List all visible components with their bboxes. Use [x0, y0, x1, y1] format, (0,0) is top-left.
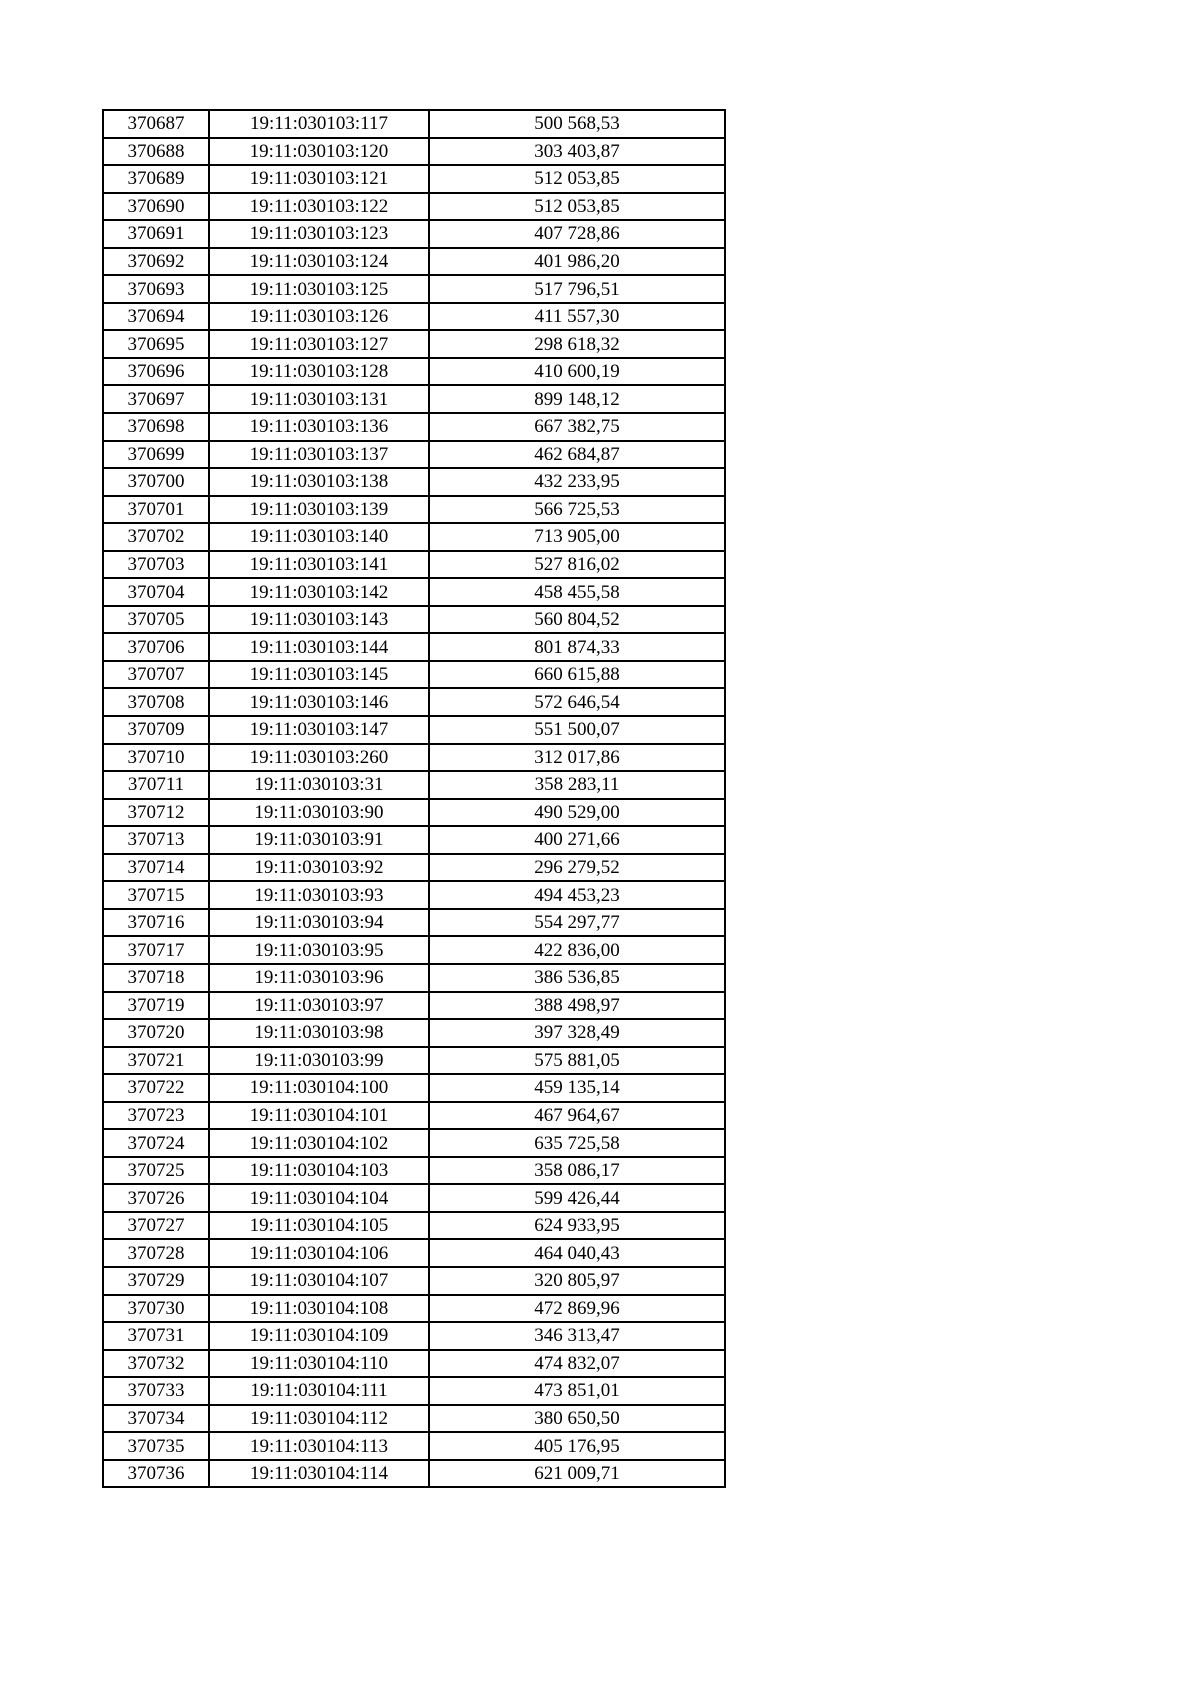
table-row [103, 661, 725, 689]
value-cell: 713 905,00 [429, 523, 725, 551]
cadastral-number-cell: 19:11:030103:95 [209, 936, 429, 964]
value-cell: 386 536,85 [429, 964, 725, 992]
cadastral-number-cell: 19:11:030104:104 [209, 1184, 429, 1212]
value-cell: 358 283,11 [429, 771, 725, 799]
value-cell: 458 455,58 [429, 578, 725, 606]
table-row [103, 688, 725, 716]
value-cell: 401 986,20 [429, 248, 725, 276]
row-number-cell: 370723 [103, 1102, 209, 1130]
cadastral-number-cell: 19:11:030103:99 [209, 1047, 429, 1075]
table-row [103, 138, 725, 166]
table-row [103, 771, 725, 799]
value-cell: 512 053,85 [429, 165, 725, 193]
table-row [103, 165, 725, 193]
value-cell: 899 148,12 [429, 385, 725, 413]
row-number-cell: 370702 [103, 523, 209, 551]
row-number-cell: 370695 [103, 330, 209, 358]
cadastral-number-cell: 19:11:030103:141 [209, 551, 429, 579]
table-row [103, 1157, 725, 1185]
cadastral-number-cell: 19:11:030103:146 [209, 688, 429, 716]
cadastral-number-cell: 19:11:030104:109 [209, 1322, 429, 1350]
table-row [103, 275, 725, 303]
table-row [103, 992, 725, 1020]
row-number-cell: 370716 [103, 909, 209, 937]
value-cell: 462 684,87 [429, 441, 725, 469]
value-cell: 566 725,53 [429, 496, 725, 524]
table-row [103, 606, 725, 634]
table-row [103, 385, 725, 413]
table-row [103, 1267, 725, 1295]
cadastral-number-cell: 19:11:030103:93 [209, 881, 429, 909]
row-number-cell: 370696 [103, 358, 209, 386]
table-row [103, 1460, 725, 1488]
table-row [103, 303, 725, 331]
cadastral-number-cell: 19:11:030104:114 [209, 1460, 429, 1488]
table-row [103, 799, 725, 827]
row-number-cell: 370690 [103, 193, 209, 221]
row-number-cell: 370705 [103, 606, 209, 634]
value-cell: 667 382,75 [429, 413, 725, 441]
row-number-cell: 370736 [103, 1460, 209, 1488]
value-cell: 410 600,19 [429, 358, 725, 386]
cadastral-number-cell: 19:11:030104:113 [209, 1432, 429, 1460]
table-row [103, 578, 725, 606]
value-cell: 303 403,87 [429, 138, 725, 166]
row-number-cell: 370706 [103, 633, 209, 661]
cadastral-number-cell: 19:11:030103:91 [209, 826, 429, 854]
table-row [103, 523, 725, 551]
value-cell: 572 646,54 [429, 688, 725, 716]
value-cell: 459 135,14 [429, 1074, 725, 1102]
cadastral-number-cell: 19:11:030104:110 [209, 1350, 429, 1378]
value-cell: 624 933,95 [429, 1212, 725, 1240]
cadastral-number-cell: 19:11:030104:105 [209, 1212, 429, 1240]
table-row [103, 1377, 725, 1405]
table-row [103, 1074, 725, 1102]
value-cell: 494 453,23 [429, 881, 725, 909]
cadastral-number-cell: 19:11:030103:124 [209, 248, 429, 276]
cadastral-number-cell: 19:11:030104:107 [209, 1267, 429, 1295]
cadastral-number-cell: 19:11:030103:121 [209, 165, 429, 193]
row-number-cell: 370693 [103, 275, 209, 303]
row-number-cell: 370728 [103, 1239, 209, 1267]
row-number-cell: 370710 [103, 744, 209, 772]
row-number-cell: 370708 [103, 688, 209, 716]
row-number-cell: 370725 [103, 1157, 209, 1185]
table-row [103, 744, 725, 772]
row-number-cell: 370687 [103, 110, 209, 138]
value-cell: 411 557,30 [429, 303, 725, 331]
value-cell: 490 529,00 [429, 799, 725, 827]
row-number-cell: 370700 [103, 468, 209, 496]
row-number-cell: 370713 [103, 826, 209, 854]
row-number-cell: 370707 [103, 661, 209, 689]
value-cell: 320 805,97 [429, 1267, 725, 1295]
row-number-cell: 370697 [103, 385, 209, 413]
row-number-cell: 370733 [103, 1377, 209, 1405]
row-number-cell: 370709 [103, 716, 209, 744]
cadastral-number-cell: 19:11:030103:126 [209, 303, 429, 331]
table-row [103, 248, 725, 276]
cadastral-number-cell: 19:11:030103:139 [209, 496, 429, 524]
value-cell: 554 297,77 [429, 909, 725, 937]
row-number-cell: 370718 [103, 964, 209, 992]
value-cell: 388 498,97 [429, 992, 725, 1020]
cadastral-number-cell: 19:11:030103:136 [209, 413, 429, 441]
row-number-cell: 370726 [103, 1184, 209, 1212]
value-cell: 560 804,52 [429, 606, 725, 634]
cadastral-number-cell: 19:11:030103:143 [209, 606, 429, 634]
row-number-cell: 370711 [103, 771, 209, 799]
row-number-cell: 370694 [103, 303, 209, 331]
value-cell: 801 874,33 [429, 633, 725, 661]
row-number-cell: 370732 [103, 1350, 209, 1378]
value-cell: 397 328,49 [429, 1019, 725, 1047]
cadastral-number-cell: 19:11:030104:102 [209, 1129, 429, 1157]
row-number-cell: 370701 [103, 496, 209, 524]
row-number-cell: 370734 [103, 1405, 209, 1433]
table-row [103, 964, 725, 992]
cadastral-number-cell: 19:11:030103:137 [209, 441, 429, 469]
table-row [103, 1184, 725, 1212]
cadastral-number-cell: 19:11:030103:128 [209, 358, 429, 386]
table-row [103, 468, 725, 496]
table-row [103, 1239, 725, 1267]
cadastral-number-cell: 19:11:030104:111 [209, 1377, 429, 1405]
value-cell: 472 869,96 [429, 1295, 725, 1323]
cadastral-number-cell: 19:11:030103:142 [209, 578, 429, 606]
row-number-cell: 370703 [103, 551, 209, 579]
row-number-cell: 370729 [103, 1267, 209, 1295]
cadastral-number-cell: 19:11:030103:144 [209, 633, 429, 661]
value-cell: 464 040,43 [429, 1239, 725, 1267]
table-row [103, 551, 725, 579]
cadastral-number-cell: 19:11:030103:90 [209, 799, 429, 827]
value-cell: 660 615,88 [429, 661, 725, 689]
table-row [103, 909, 725, 937]
row-number-cell: 370691 [103, 220, 209, 248]
cadastral-number-cell: 19:11:030103:260 [209, 744, 429, 772]
row-number-cell: 370698 [103, 413, 209, 441]
table-row [103, 1102, 725, 1130]
table-row [103, 1212, 725, 1240]
value-cell: 400 271,66 [429, 826, 725, 854]
row-number-cell: 370722 [103, 1074, 209, 1102]
table-row [103, 220, 725, 248]
value-cell: 432 233,95 [429, 468, 725, 496]
value-cell: 599 426,44 [429, 1184, 725, 1212]
cadastral-number-cell: 19:11:030103:117 [209, 110, 429, 138]
row-number-cell: 370721 [103, 1047, 209, 1075]
cadastral-number-cell: 19:11:030104:108 [209, 1295, 429, 1323]
table-row [103, 330, 725, 358]
table-row [103, 110, 725, 138]
row-number-cell: 370699 [103, 441, 209, 469]
value-cell: 473 851,01 [429, 1377, 725, 1405]
cadastral-number-cell: 19:11:030103:127 [209, 330, 429, 358]
value-cell: 575 881,05 [429, 1047, 725, 1075]
value-cell: 474 832,07 [429, 1350, 725, 1378]
table-row [103, 1129, 725, 1157]
table-row [103, 1405, 725, 1433]
value-cell: 298 618,32 [429, 330, 725, 358]
cadastral-number-cell: 19:11:030103:96 [209, 964, 429, 992]
value-cell: 551 500,07 [429, 716, 725, 744]
row-number-cell: 370712 [103, 799, 209, 827]
value-cell: 512 053,85 [429, 193, 725, 221]
row-number-cell: 370714 [103, 854, 209, 882]
table-row [103, 441, 725, 469]
row-number-cell: 370688 [103, 138, 209, 166]
row-number-cell: 370730 [103, 1295, 209, 1323]
cadastral-number-cell: 19:11:030103:120 [209, 138, 429, 166]
table-row [103, 716, 725, 744]
value-cell: 500 568,53 [429, 110, 725, 138]
row-number-cell: 370719 [103, 992, 209, 1020]
cadastral-number-cell: 19:11:030104:106 [209, 1239, 429, 1267]
value-cell: 635 725,58 [429, 1129, 725, 1157]
table-body [103, 110, 725, 1487]
row-number-cell: 370720 [103, 1019, 209, 1047]
cadastral-number-cell: 19:11:030103:98 [209, 1019, 429, 1047]
table-row [103, 854, 725, 882]
table-row [103, 1322, 725, 1350]
row-number-cell: 370704 [103, 578, 209, 606]
cadastral-number-cell: 19:11:030103:92 [209, 854, 429, 882]
cadastral-number-cell: 19:11:030103:147 [209, 716, 429, 744]
cadastral-number-cell: 19:11:030103:31 [209, 771, 429, 799]
cadastral-number-cell: 19:11:030103:125 [209, 275, 429, 303]
value-cell: 312 017,86 [429, 744, 725, 772]
cadastral-number-cell: 19:11:030103:97 [209, 992, 429, 1020]
table-row [103, 358, 725, 386]
table-row [103, 826, 725, 854]
row-number-cell: 370731 [103, 1322, 209, 1350]
table-row [103, 881, 725, 909]
value-cell: 407 728,86 [429, 220, 725, 248]
value-cell: 527 816,02 [429, 551, 725, 579]
table-row [103, 633, 725, 661]
table-row [103, 193, 725, 221]
row-number-cell: 370715 [103, 881, 209, 909]
value-cell: 517 796,51 [429, 275, 725, 303]
table-row [103, 1432, 725, 1460]
table-row [103, 496, 725, 524]
row-number-cell: 370717 [103, 936, 209, 964]
value-cell: 405 176,95 [429, 1432, 725, 1460]
row-number-cell: 370724 [103, 1129, 209, 1157]
value-cell: 621 009,71 [429, 1460, 725, 1488]
table-row [103, 1047, 725, 1075]
table-row [103, 936, 725, 964]
value-cell: 296 279,52 [429, 854, 725, 882]
cadastral-number-cell: 19:11:030103:138 [209, 468, 429, 496]
cadastral-number-cell: 19:11:030104:100 [209, 1074, 429, 1102]
table-row [103, 1295, 725, 1323]
row-number-cell: 370735 [103, 1432, 209, 1460]
value-cell: 380 650,50 [429, 1405, 725, 1433]
cadastral-number-cell: 19:11:030103:140 [209, 523, 429, 551]
cadastral-number-cell: 19:11:030103:145 [209, 661, 429, 689]
cadastral-number-cell: 19:11:030103:131 [209, 385, 429, 413]
cadastral-number-cell: 19:11:030104:103 [209, 1157, 429, 1185]
value-cell: 346 313,47 [429, 1322, 725, 1350]
row-number-cell: 370689 [103, 165, 209, 193]
cadastral-number-cell: 19:11:030103:94 [209, 909, 429, 937]
cadastral-number-cell: 19:11:030104:112 [209, 1405, 429, 1433]
cadastre-table [102, 109, 726, 1488]
table-row [103, 1350, 725, 1378]
row-number-cell: 370692 [103, 248, 209, 276]
cadastral-number-cell: 19:11:030103:123 [209, 220, 429, 248]
table-row [103, 1019, 725, 1047]
cadastral-number-cell: 19:11:030104:101 [209, 1102, 429, 1130]
value-cell: 467 964,67 [429, 1102, 725, 1130]
row-number-cell: 370727 [103, 1212, 209, 1240]
table-row [103, 413, 725, 441]
cadastral-number-cell: 19:11:030103:122 [209, 193, 429, 221]
value-cell: 358 086,17 [429, 1157, 725, 1185]
value-cell: 422 836,00 [429, 936, 725, 964]
